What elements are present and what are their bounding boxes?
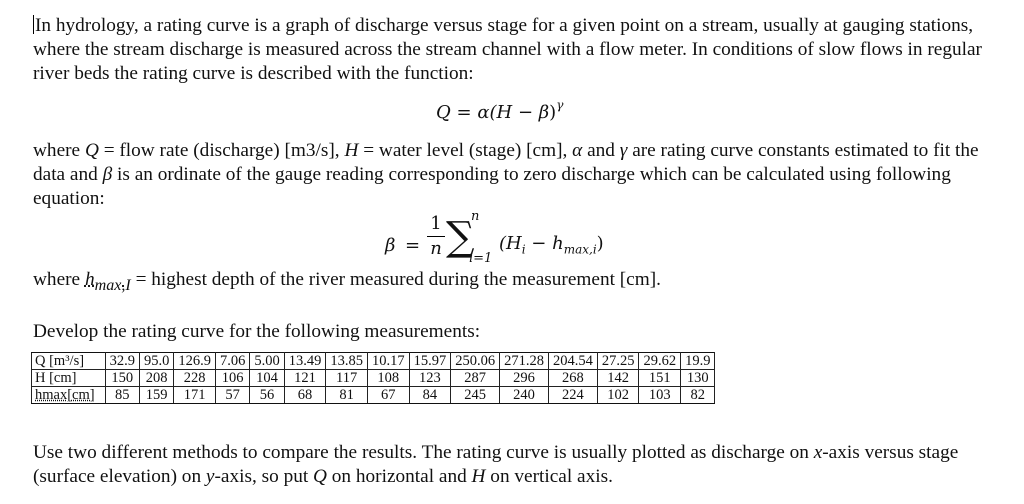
- row-header: H [cm]: [32, 370, 106, 387]
- eq1-minus: −: [512, 102, 539, 123]
- eq2-numerator: 1: [430, 213, 442, 234]
- where1-where: where: [33, 140, 85, 161]
- eq2-fraction-bar: [427, 236, 445, 237]
- row-header: hmax[cm]: [32, 387, 106, 404]
- where1-q: Q: [84, 140, 99, 161]
- where2-where: where: [33, 269, 85, 290]
- eq1-beta: β: [538, 102, 550, 123]
- closing-h: H: [471, 466, 486, 487]
- table-cell: 103: [639, 387, 681, 404]
- table-cell: 10.17: [367, 353, 409, 370]
- table-cell: 81: [326, 387, 368, 404]
- table-cell: 106: [215, 370, 249, 387]
- closing-p3: -axis, so put: [214, 466, 314, 487]
- table-cell: 67: [367, 387, 409, 404]
- table-cell: 13.49: [284, 353, 326, 370]
- closing-paragraph: [33, 441, 998, 489]
- table-cell: 208: [139, 370, 173, 387]
- table-cell: 268: [548, 370, 597, 387]
- table-cell: 123: [409, 370, 451, 387]
- where1-beta: β: [102, 164, 113, 185]
- eq2-denominator: n: [430, 238, 442, 259]
- closing-x: x: [813, 442, 823, 463]
- table-cell: 108: [367, 370, 409, 387]
- table-cell: 142: [597, 370, 639, 387]
- closing-p2: -axis versus stage (surface elevation) on: [33, 442, 959, 487]
- table-cell: 102: [597, 387, 639, 404]
- eq2-summand: [499, 233, 604, 257]
- where1-alpha: α: [572, 140, 583, 161]
- row-header: Q [m³/s]: [32, 353, 106, 370]
- table-cell: 204.54: [548, 353, 597, 370]
- table-cell: 121: [284, 370, 326, 387]
- table-cell: 150: [105, 370, 139, 387]
- table-cell: 7.06: [215, 353, 249, 370]
- table-row: [32, 353, 715, 370]
- where1-h: H: [344, 140, 359, 161]
- table-cell: 5.00: [250, 353, 284, 370]
- table-cell: 56: [250, 387, 284, 404]
- closing-p5: on vertical axis.: [485, 466, 613, 487]
- closing-p4: on horizontal and: [326, 466, 472, 487]
- where2-hmax: [84, 269, 131, 294]
- where1-h-def: = water level (stage) [cm],: [358, 140, 573, 161]
- table-cell: 27.25: [597, 353, 639, 370]
- eq1-equals: =: [456, 102, 472, 123]
- table-cell: 130: [681, 370, 715, 387]
- table-cell: 13.85: [326, 353, 368, 370]
- table-row: [32, 370, 715, 387]
- develop-text: Develop the rating curve for the following measurements:: [33, 321, 481, 342]
- intro-text: In hydrology, a rating curve is a graph of discharge versus stage for a given point on a stream, usually at gauging stations, where the stream discharge is measured across the stream channel with a flow meter. In conditions of slow flows in regular river beds the rating curve is described with the function:: [33, 15, 982, 84]
- hmax-definition: [33, 268, 998, 298]
- where1-q-def: = flow rate (discharge) [m3/s],: [98, 140, 345, 161]
- table-cell: 15.97: [409, 353, 451, 370]
- table-cell: 228: [174, 370, 216, 387]
- where1-rest1: are rating curve constants estimated to fit the data and: [33, 140, 979, 185]
- beta-equation: [385, 209, 645, 273]
- text-cursor: [33, 15, 34, 34]
- where2-hmax-sub: max,I: [94, 276, 131, 294]
- eq2-fraction: [427, 213, 445, 260]
- table-cell: 151: [639, 370, 681, 387]
- table-cell: 29.62: [639, 353, 681, 370]
- where1-and: and: [582, 140, 620, 161]
- eq1-alpha: α: [477, 102, 490, 123]
- table-cell: 171: [174, 387, 216, 404]
- eq2-sub-max: max,i: [563, 242, 597, 257]
- measurements-table-body: [32, 353, 715, 404]
- table-cell: 82: [681, 387, 715, 404]
- intro-paragraph: [33, 14, 998, 86]
- table-cell: 240: [500, 387, 549, 404]
- eq2-sub-i: i: [521, 242, 526, 257]
- closing-y: y: [205, 466, 215, 487]
- rating-curve-equation: [436, 100, 563, 123]
- eq2-lower-limit: i=1: [469, 251, 493, 266]
- definitions-paragraph: [33, 139, 1008, 211]
- table-cell: 19.9: [681, 353, 715, 370]
- eq2-minus-h: − h: [525, 233, 564, 254]
- table-cell: 296: [500, 370, 549, 387]
- table-cell: 84: [409, 387, 451, 404]
- where1-gamma: γ: [619, 140, 628, 161]
- where1-rest2: is an ordinate of the gauge reading corresponding to zero discharge which can be calculated using following equation:: [33, 164, 951, 209]
- table-cell: 271.28: [500, 353, 549, 370]
- table-cell: 224: [548, 387, 597, 404]
- eq2-open: (H: [499, 233, 522, 254]
- eq2-beta: β: [385, 235, 396, 256]
- closing-p1: Use two different methods to compare the results. The rating curve is usually plotted as discharge on: [33, 442, 814, 463]
- table-cell: 85: [105, 387, 139, 404]
- table-cell: 68: [284, 387, 326, 404]
- table-cell: 245: [451, 387, 500, 404]
- eq2-upper-limit: n: [471, 209, 480, 224]
- where2-hmax-h: h: [84, 269, 95, 290]
- table-cell: 57: [215, 387, 249, 404]
- eq2-equals: =: [405, 235, 421, 256]
- eq1-exponent: γ: [556, 98, 564, 112]
- table-cell: 32.9: [105, 353, 139, 370]
- closing-q: Q: [313, 466, 327, 487]
- table-cell: 104: [250, 370, 284, 387]
- table-cell: 126.9: [174, 353, 216, 370]
- table-row: [32, 387, 715, 404]
- table-cell: 250.06: [451, 353, 500, 370]
- eq1-close: ): [549, 102, 557, 123]
- table-cell: 159: [139, 387, 173, 404]
- eq2-close: ): [596, 233, 604, 254]
- develop-heading: [33, 320, 480, 344]
- eq1-q: Q: [436, 102, 451, 123]
- eq1-open: (H: [489, 102, 513, 123]
- eq2-sigma: ∑: [446, 214, 475, 260]
- table-cell: 287: [451, 370, 500, 387]
- table-cell: 117: [326, 370, 368, 387]
- table-cell: 95.0: [139, 353, 173, 370]
- where2-def: = highest depth of the river measured during the measurement [cm].: [130, 269, 661, 290]
- measurements-table: [31, 352, 715, 404]
